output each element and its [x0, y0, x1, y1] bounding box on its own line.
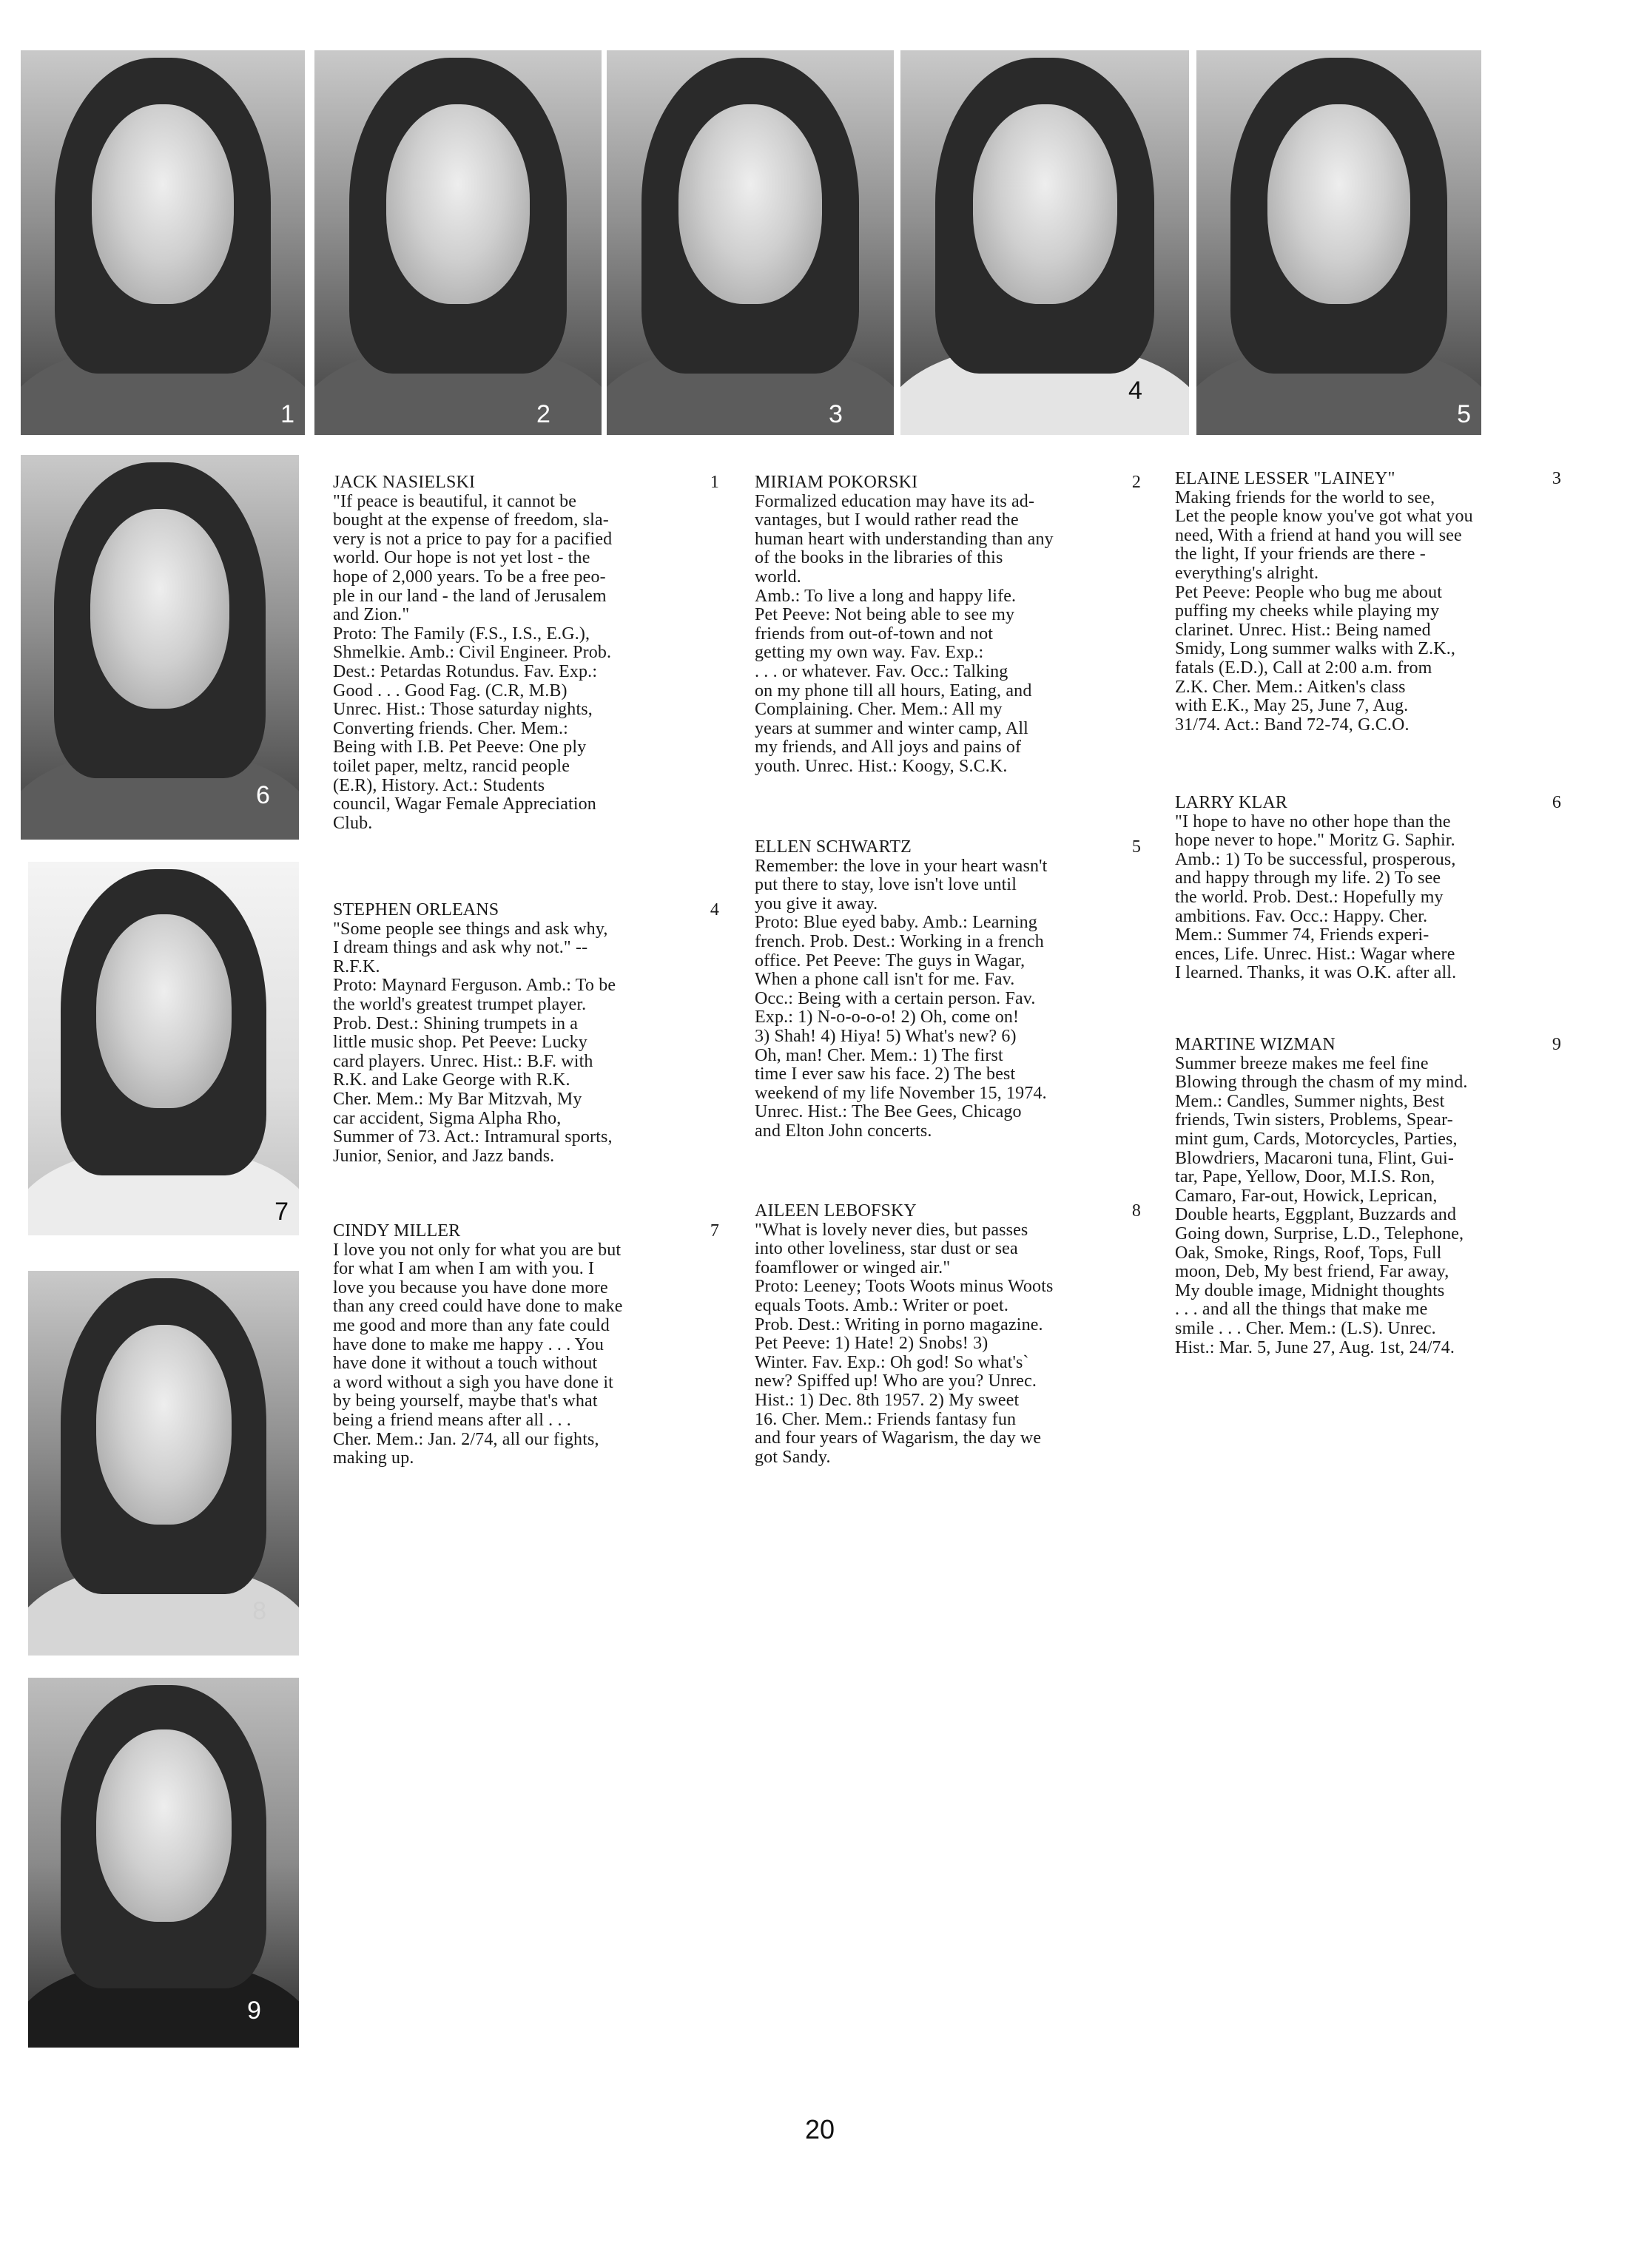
bio-text: "Some people see things and ask why, I dream things and ask why not." -- R.F.K. Proto: Maynard Ferguson. Amb.: To be the world's greatest trumpet player. Prob. Dest.: Shining trumpets in a little music shop. Pet Peeve: Lucky card players. Unrec. Hist.: B.F. with R.K. and Lake George with R.K. Cher. Mem.: My Bar Mitzvah, My car accident, Sigma Alpha Rho, Summer of 73. Act.: Intramural sports, Junior, Senior, and Jazz bands.	[333, 919, 616, 1166]
bio-text: I love you not only for what you are but for what I am when I am with you. I love you because you have done more than any creed could have done to make me good and more than any fate could have done to make me happy . . . You have done it without a touch without a word without a sigh you have done it by being yourself, maybe that's what being a friend means after all . . . Cher. Mem.: Jan. 2/74, all our fights, making up.	[333, 1240, 623, 1468]
bio-text: Formalized education may have its ad- vantages, but I would rather read the human heart with understanding than any of the books in the libraries of this world. Amb.: To live a long and happy life. Pet Peeve: Not being able to see my friends from out-of-town and not getting my own way. Fav. Exp.: . . . or whatever. Fav. Occ.: Talking on my phone till all hours, Eating, and Complaining. Cher. Mem.: All my years at summer and winter camp, All my friends, and All joys and pains of youth. Unrec. Hist.: Koogy, S.C.K.	[755, 491, 1054, 776]
bio-name: AILEEN LEBOFSKY	[755, 1201, 917, 1221]
bio-text: Summer breeze makes me feel fine Blowing through the chasm of my mind. Mem.: Candles, Summer nights, Best friends, Twin sisters, Problems, Spear- mint gum, Cards, Motorcycles, Parties, Blowdriers, Macaroni tuna, Flint, Gui- tar, Pape, Yellow, Door, M.I.S. Ron, Camaro, Far-out, Howick, Leprican, Double hearts, Eggplant, Buzzards and Going down, Surprise, L.D., Telephone, Oak, Smoke, Rings, Roof, Tops, Full moon, Deb, My best friend, Far away, My double image, Midnight thoughts . . . and all the things that make me smile . . . Cher. Mem.: (L.S). Unrec. Hist.: Mar. 5, June 27, Aug. 1st, 24/74.	[1175, 1053, 1468, 1357]
bio-number: 8	[1131, 1201, 1141, 1221]
bio-number: 3	[1552, 469, 1561, 488]
student-photo-3	[607, 50, 894, 435]
photo-face	[90, 509, 229, 709]
bio-name: CINDY MILLER	[333, 1221, 461, 1241]
bio-text: Remember: the love in your heart wasn't put there to stay, love isn't love until you give it away. Proto: Blue eyed baby. Amb.: Learning french. Prob. Dest.: Working in a french office. Pet Peeve: The guys in Wagar, When a phone call isn't for me. Fav. Occ.: Being with a certain person. Fav. Exp.: 1) N-o-o-o-o! 2) Oh, come on! 3) Shah! 4) Hiya! 5) What's new? 6) Oh, man! Cher. Mem.: 1) The first time I ever saw his face. 2) The best weekend of my life November 15, 1974. Unrec. Hist.: The Bee Gees, Chicago and Elton John concerts.	[755, 856, 1048, 1141]
bio-elaine-lesser	[1175, 470, 1567, 735]
bio-name: ELAINE LESSER "LAINEY"	[1175, 469, 1395, 488]
photo-face	[96, 1325, 232, 1525]
photo-face	[96, 914, 232, 1109]
bio-miriam-pokorski	[755, 473, 1147, 777]
bio-name: ELLEN SCHWARTZ	[755, 837, 912, 857]
bio-number: 2	[1131, 473, 1141, 492]
photo-face	[1267, 104, 1410, 304]
bio-name: MARTINE WIZMAN	[1175, 1035, 1336, 1054]
bio-ellen-schwartz	[755, 838, 1147, 1141]
bio-number: 1	[710, 473, 719, 492]
student-photo-1	[21, 50, 305, 435]
bio-number: 4	[710, 900, 719, 919]
photo-face	[386, 104, 530, 304]
bio-aileen-lebofsky	[755, 1202, 1147, 1467]
bio-text: Making friends for the world to see, Let the people know you've got what you need, With a friend at hand you will see the light, If your friends are there - everything's alright. Pet Peeve: People who bug me about puffing my cheeks while playing my clarinet. Unrec. Hist.: Being named Smidy, Long summer walks with Z.K., fatals (E.D.), Call at 2:00 a.m. from Z.K. Cher. Mem.: Aitken's class with E.K., May 25, June 7, Aug. 31/74. Act.: Band 72-74, G.C.O.	[1175, 487, 1473, 735]
student-photo-8	[28, 1271, 299, 1656]
student-photo-2	[314, 50, 602, 435]
photo-number: 8	[252, 1597, 266, 1625]
photo-number: 1	[280, 400, 294, 428]
bio-name: MIRIAM POKORSKI	[755, 473, 918, 492]
bio-text: "I hope to have no other hope than the hope never to hope." Moritz G. Saphir. Amb.: 1) To be successful, prosperous, and happy through my life. 2) To see the world. Prob. Dest.: Hopefully my ambitions. Fav. Occ.: Happy. Cher. Mem.: Summer 74, Friends experi- ences, Life. Unrec. Hist.: Wagar where I learned. Thanks, it was O.K. after all.	[1175, 811, 1457, 983]
photo-number: 9	[247, 1997, 261, 2025]
bio-text: "If peace is beautiful, it cannot be bought at the expense of freedom, sla- very is not a price to pay for a pacified world. Our hope is not yet lost - the hope of 2,000 years. To be a free peo- ple in our land - the land of Jerusalem and Zion." Proto: The Family (F.S., I.S., E.G.), Shmelkie. Amb.: Civil Engineer. Prob. Dest.: Petardas Rotundus. Fav. Exp.: Good . . . Good Fag. (C.R, M.B) Unrec. Hist.: Those saturday nights, Converting friends. Cher. Mem.: Being with I.B. Pet Peeve: One ply toilet paper, meltz, rancid people (E.R), History. Act.: Students council, Wagar Female Appreciation Club.	[333, 491, 613, 833]
photo-face	[678, 104, 822, 304]
bio-name: LARRY KLAR	[1175, 793, 1287, 812]
photo-face	[92, 104, 234, 304]
student-photo-9	[28, 1678, 299, 2048]
photo-number: 3	[829, 400, 843, 428]
bio-jack-nasielski	[333, 473, 725, 833]
photo-face	[973, 104, 1117, 304]
photo-number: 5	[1457, 400, 1471, 428]
page-number: 20	[804, 2114, 835, 2144]
bio-number: 5	[1131, 837, 1141, 857]
bio-number: 9	[1552, 1035, 1561, 1054]
student-photo-6	[21, 455, 299, 840]
bio-number: 7	[710, 1221, 719, 1241]
bio-cindy-miller	[333, 1222, 725, 1468]
photo-number: 7	[275, 1198, 289, 1226]
photo-number: 6	[256, 781, 270, 809]
bio-stephen-orleans	[333, 901, 725, 1166]
bio-martine-wizman	[1175, 1036, 1567, 1357]
photo-face	[96, 1729, 232, 1922]
photo-number: 4	[1128, 377, 1142, 405]
bio-number: 6	[1552, 793, 1561, 812]
student-photo-4	[900, 50, 1189, 435]
bio-larry-klar	[1175, 794, 1567, 983]
bio-text: "What is lovely never dies, but passes into other loveliness, star dust or sea foamflower or winged air." Proto: Leeney; Toots Woots minus Woots equals Toots. Amb.: Writer or poet. Prob. Dest.: Writing in porno magazine. Pet Peeve: 1) Hate! 2) Snobs! 3) Winter. Fav. Exp.: Oh god! So what's` new? Spiffed up! Who are you? Unrec. Hist.: 1) Dec. 8th 1957. 2) My sweet 16. Cher. Mem.: Friends fantasy fun and four years of Wagarism, the day we got Sandy.	[755, 1220, 1054, 1467]
student-photo-5	[1196, 50, 1481, 435]
bio-name: STEPHEN ORLEANS	[333, 900, 499, 919]
student-photo-7	[28, 862, 299, 1235]
photo-number: 2	[536, 400, 550, 428]
bio-name: JACK NASIELSKI	[333, 473, 476, 492]
